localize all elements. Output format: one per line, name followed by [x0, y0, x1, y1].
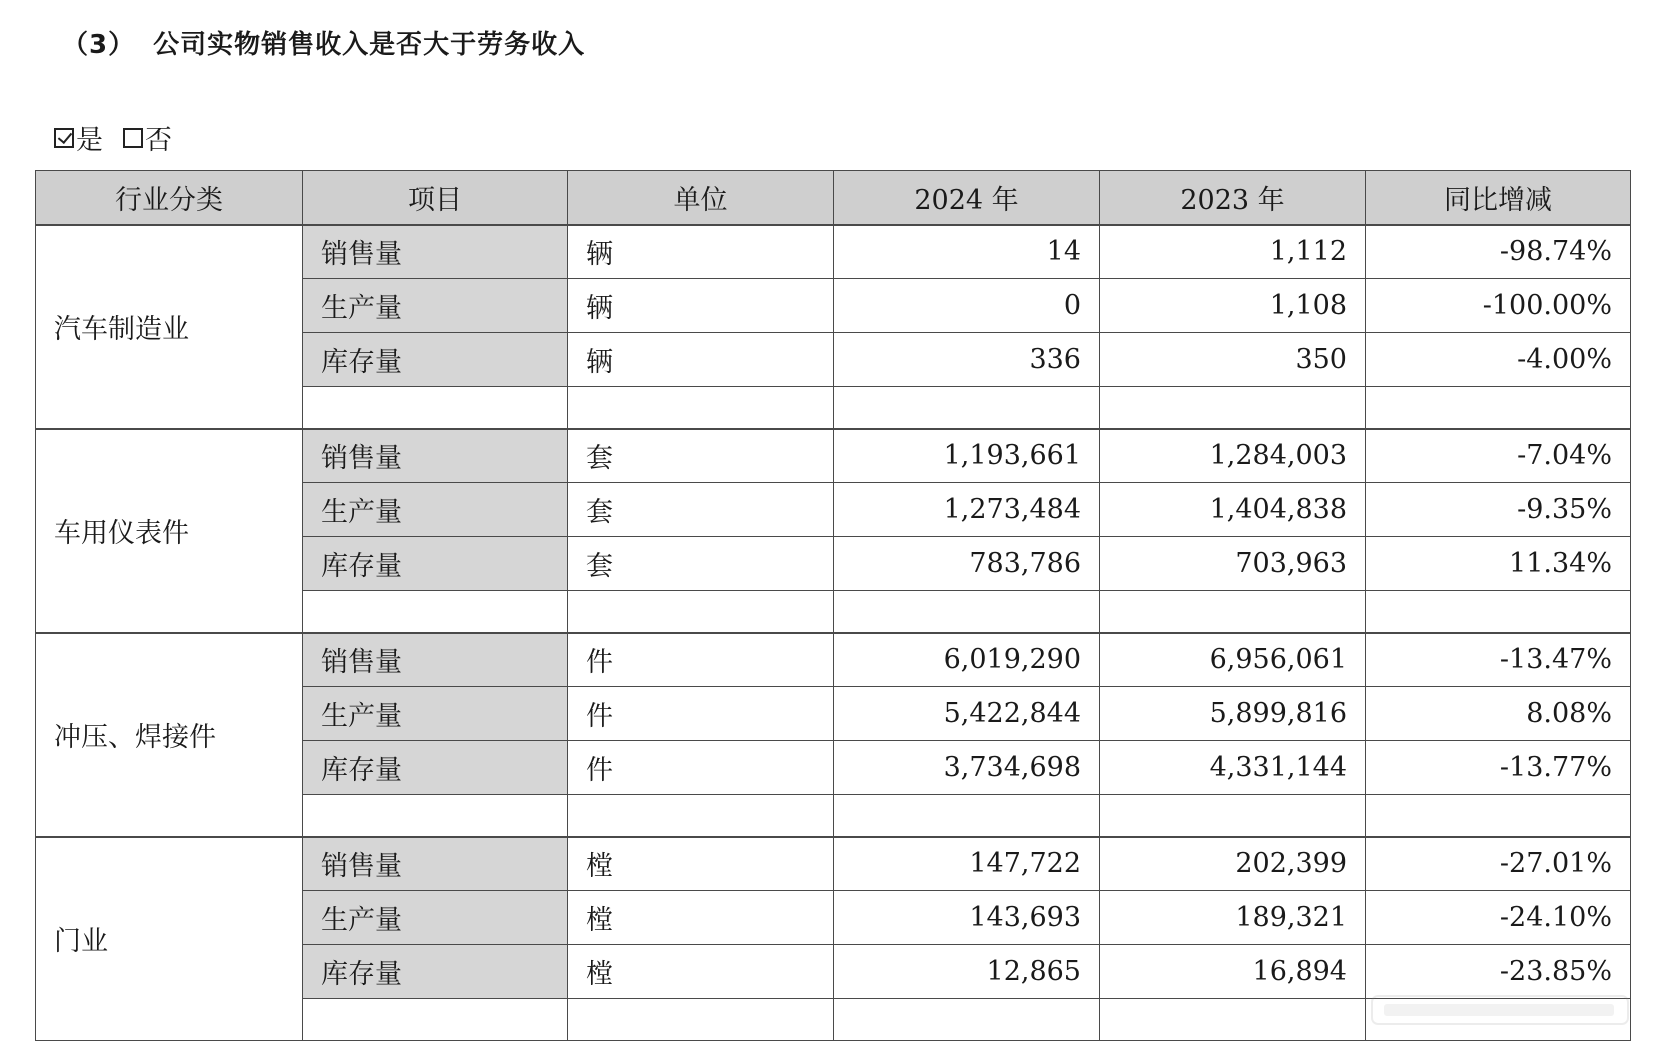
value-2023-cell: 350	[1100, 333, 1366, 387]
header-unit: 单位	[568, 171, 834, 225]
value-2023-cell: 1,108	[1100, 279, 1366, 333]
value-2023-cell: 1,284,003	[1100, 429, 1366, 483]
unit-cell: 辆	[568, 225, 834, 279]
value-2024-cell: 5,422,844	[834, 687, 1100, 741]
value-2024-cell: 12,865	[834, 945, 1100, 999]
value-2024-cell: 783,786	[834, 537, 1100, 591]
yoy-cell: -27.01%	[1366, 837, 1631, 891]
header-2023: 2023 年	[1100, 171, 1366, 225]
yoy-cell: -24.10%	[1366, 891, 1631, 945]
industry-cell: 汽车制造业	[36, 225, 303, 429]
item-cell: 销售量	[303, 837, 568, 891]
item-cell: 库存量	[303, 333, 568, 387]
item-cell: 生产量	[303, 687, 568, 741]
yoy-cell: -23.85%	[1366, 945, 1631, 999]
table-row	[36, 429, 1631, 483]
yoy-cell: 8.08%	[1366, 687, 1631, 741]
blank-cell	[568, 387, 834, 429]
unit-cell: 辆	[568, 279, 834, 333]
industry-cell: 门业	[36, 837, 303, 1041]
table-row	[36, 225, 1631, 279]
item-cell: 生产量	[303, 483, 568, 537]
blank-cell	[834, 795, 1100, 837]
value-2023-cell: 5,899,816	[1100, 687, 1366, 741]
value-2024-cell: 1,273,484	[834, 483, 1100, 537]
yoy-cell: -13.47%	[1366, 633, 1631, 687]
unit-cell: 件	[568, 687, 834, 741]
yoy-cell: 11.34%	[1366, 537, 1631, 591]
section-number: （3）	[62, 30, 136, 60]
unit-cell: 套	[568, 429, 834, 483]
yoy-cell: -7.04%	[1366, 429, 1631, 483]
table-row	[36, 633, 1631, 687]
yoy-cell: -100.00%	[1366, 279, 1631, 333]
header-yoy: 同比增减	[1366, 171, 1631, 225]
value-2024-cell: 336	[834, 333, 1100, 387]
blank-cell	[1366, 591, 1631, 633]
item-cell: 生产量	[303, 891, 568, 945]
value-2024-cell: 143,693	[834, 891, 1100, 945]
checked-box-icon[interactable]	[54, 128, 74, 148]
blank-cell	[1366, 387, 1631, 429]
value-2024-cell: 0	[834, 279, 1100, 333]
option-yes-label: 是	[76, 125, 103, 156]
value-2024-cell: 3,734,698	[834, 741, 1100, 795]
unit-cell: 樘	[568, 837, 834, 891]
blank-cell	[1100, 795, 1366, 837]
yes-no-choice	[54, 118, 192, 157]
unit-cell: 套	[568, 483, 834, 537]
option-no-label: 否	[145, 125, 172, 156]
item-cell: 生产量	[303, 279, 568, 333]
unit-cell: 套	[568, 537, 834, 591]
blank-cell	[303, 387, 568, 429]
value-2023-cell: 703,963	[1100, 537, 1366, 591]
unit-cell: 件	[568, 633, 834, 687]
blank-cell	[834, 591, 1100, 633]
yoy-cell: -98.74%	[1366, 225, 1631, 279]
section-title: 公司实物销售收入是否大于劳务收入	[153, 30, 586, 60]
unit-cell: 件	[568, 741, 834, 795]
blank-cell	[834, 999, 1100, 1041]
value-2024-cell: 6,019,290	[834, 633, 1100, 687]
industry-cell: 车用仪表件	[36, 429, 303, 633]
option-no[interactable]	[123, 118, 172, 157]
item-cell: 销售量	[303, 429, 568, 483]
watermark-icon	[1370, 990, 1630, 1030]
blank-cell	[568, 795, 834, 837]
blank-cell	[303, 795, 568, 837]
value-2024-cell: 14	[834, 225, 1100, 279]
blank-cell	[1100, 999, 1366, 1041]
value-2023-cell: 6,956,061	[1100, 633, 1366, 687]
blank-cell	[1100, 387, 1366, 429]
header-industry: 行业分类	[36, 171, 303, 225]
sales-production-inventory-table	[35, 170, 1631, 1041]
value-2023-cell: 1,404,838	[1100, 483, 1366, 537]
header-item: 项目	[303, 171, 568, 225]
industry-cell: 冲压、焊接件	[36, 633, 303, 837]
option-yes[interactable]	[54, 118, 103, 157]
blank-cell	[568, 999, 834, 1041]
value-2023-cell: 4,331,144	[1100, 741, 1366, 795]
blank-cell	[303, 591, 568, 633]
item-cell: 库存量	[303, 741, 568, 795]
table-header-row	[36, 171, 1631, 225]
yoy-cell: -4.00%	[1366, 333, 1631, 387]
header-2024: 2024 年	[834, 171, 1100, 225]
blank-cell	[568, 591, 834, 633]
value-2023-cell: 189,321	[1100, 891, 1366, 945]
value-2024-cell: 147,722	[834, 837, 1100, 891]
unchecked-box-icon[interactable]	[123, 128, 143, 148]
blank-cell	[1366, 795, 1631, 837]
unit-cell: 樘	[568, 891, 834, 945]
yoy-cell: -13.77%	[1366, 741, 1631, 795]
item-cell: 库存量	[303, 537, 568, 591]
unit-cell: 辆	[568, 333, 834, 387]
blank-cell	[1100, 591, 1366, 633]
blank-cell	[834, 387, 1100, 429]
yoy-cell: -9.35%	[1366, 483, 1631, 537]
section-heading	[62, 24, 585, 61]
value-2024-cell: 1,193,661	[834, 429, 1100, 483]
value-2023-cell: 16,894	[1100, 945, 1366, 999]
value-2023-cell: 1,112	[1100, 225, 1366, 279]
value-2023-cell: 202,399	[1100, 837, 1366, 891]
table-row	[36, 837, 1631, 891]
blank-cell	[303, 999, 568, 1041]
item-cell: 销售量	[303, 633, 568, 687]
unit-cell: 樘	[568, 945, 834, 999]
item-cell: 库存量	[303, 945, 568, 999]
item-cell: 销售量	[303, 225, 568, 279]
